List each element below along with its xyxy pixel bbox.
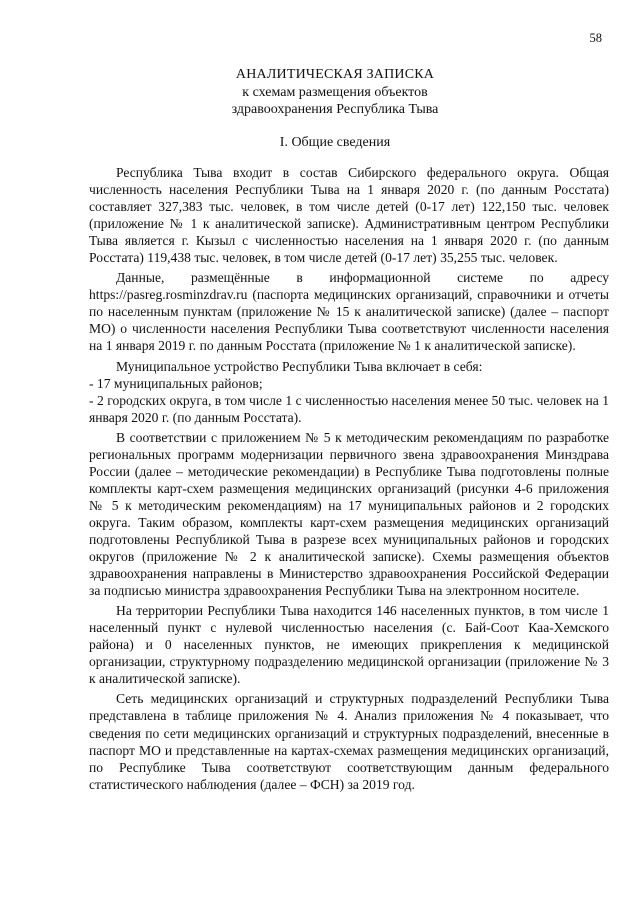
paragraph-population: Республика Тыва входит в состав Сибирского федерального округа. Общая численность населения Республики Тыва на 1 января 2020 г. (по данным Росстата) составляет 327,383 тыс. человек, в том числе детей (0-17 лет) 122,150 тыс. человек (приложение № 1 к аналитической записке). Административным центром Республики Тыва является г. Кызыл с численностью населения на 1 января 2020 г. (по данным Росстата) 119,438 тыс. человек, в том числе детей (0-17 лет) 35,255 тыс. человек.: [89, 165, 609, 266]
document-title: АНАЛИТИЧЕСКАЯ ЗАПИСКА: [235, 67, 435, 82]
paragraph-map-schemes: В соответствии с приложением № 5 к методическим рекомендациям по разработке региональных программ модернизации первичного звена здравоохранения Минздрава России (далее – методические рекомендации) в Республике Тыва подготовлены полные комплекты карт-схем размещения медицинских организаций (рисунки 4-6 приложения № 5 к методическим рекомендациям) на 17 муниципальных районов и 2 городских округа. Таким образом, комплекты карт-схем размещения медицинских организаций подготовлены Республикой Тыва в разрезе всех муниципальных районов и городских округов (приложение № 2 к аналитической записке). Схемы размещения объектов здравоохранения направлены в Министерство здравоохранения Российской Федерации за подписью министра здравоохранения Республики Тыва на электронном носителе.: [89, 429, 609, 599]
document-subtitle-line-2: здравоохранения Республика Тыва: [231, 102, 439, 117]
document-subtitle-line-1: к схемам размещения объектов: [242, 85, 428, 100]
list-item-districts: - 17 муниципальных районов;: [89, 375, 263, 391]
paragraph-municipal-structure: Муниципальное устройство Республики Тыва включает в себя:: [116, 358, 483, 374]
document-body: [89, 164, 609, 793]
page-number: 58: [589, 31, 602, 45]
paragraph-medical-network: Сеть медицинских организаций и структурных подразделений Республики Тыва представлена в таблице приложения № 4. Анализ приложения № 4 показывает, что сведения по сети медицинских организаций и структурных подразделений, внесенные в паспорт МО и представленные на картах-схемах размещения медицинских организаций, по Республике Тыва соответствуют соответствующим данным федерального статистического наблюдения (далее – ФСН) за 2019 год.: [89, 691, 609, 792]
list-item-city-districts: - 2 городских округа, в том числе 1 с численностью населения менее 50 тыс. человек на 1 января 2020 г. (по данным Росстата).: [89, 392, 609, 425]
paragraph-passport-data: Данные, размещённые в информационной системе по адресу https://pasreg.rosminzdrav.ru (паспорта медицинских организаций, справочники и отчеты по населенным пунктам (приложение № 15 к аналитической записке) (далее – паспорт МО) о численности населения Республики Тыва соответствуют численности населения на 1 января 2019 г. по данным Росстата (приложение № 1 к аналитической записке).: [89, 270, 609, 354]
paragraph-settlements: На территории Республики Тыва находится 146 населенных пунктов, в том числе 1 населенный пункт с нулевой численностью населения (с. Бай-Соот Каа-Хемского района) и 0 населенных пунктов, не имеющих прикрепления к медицинской организации, структурному подразделению медицинской организации (приложение № 3 к аналитической записке).: [89, 603, 609, 687]
section-title: I. Общие сведения: [279, 135, 391, 150]
